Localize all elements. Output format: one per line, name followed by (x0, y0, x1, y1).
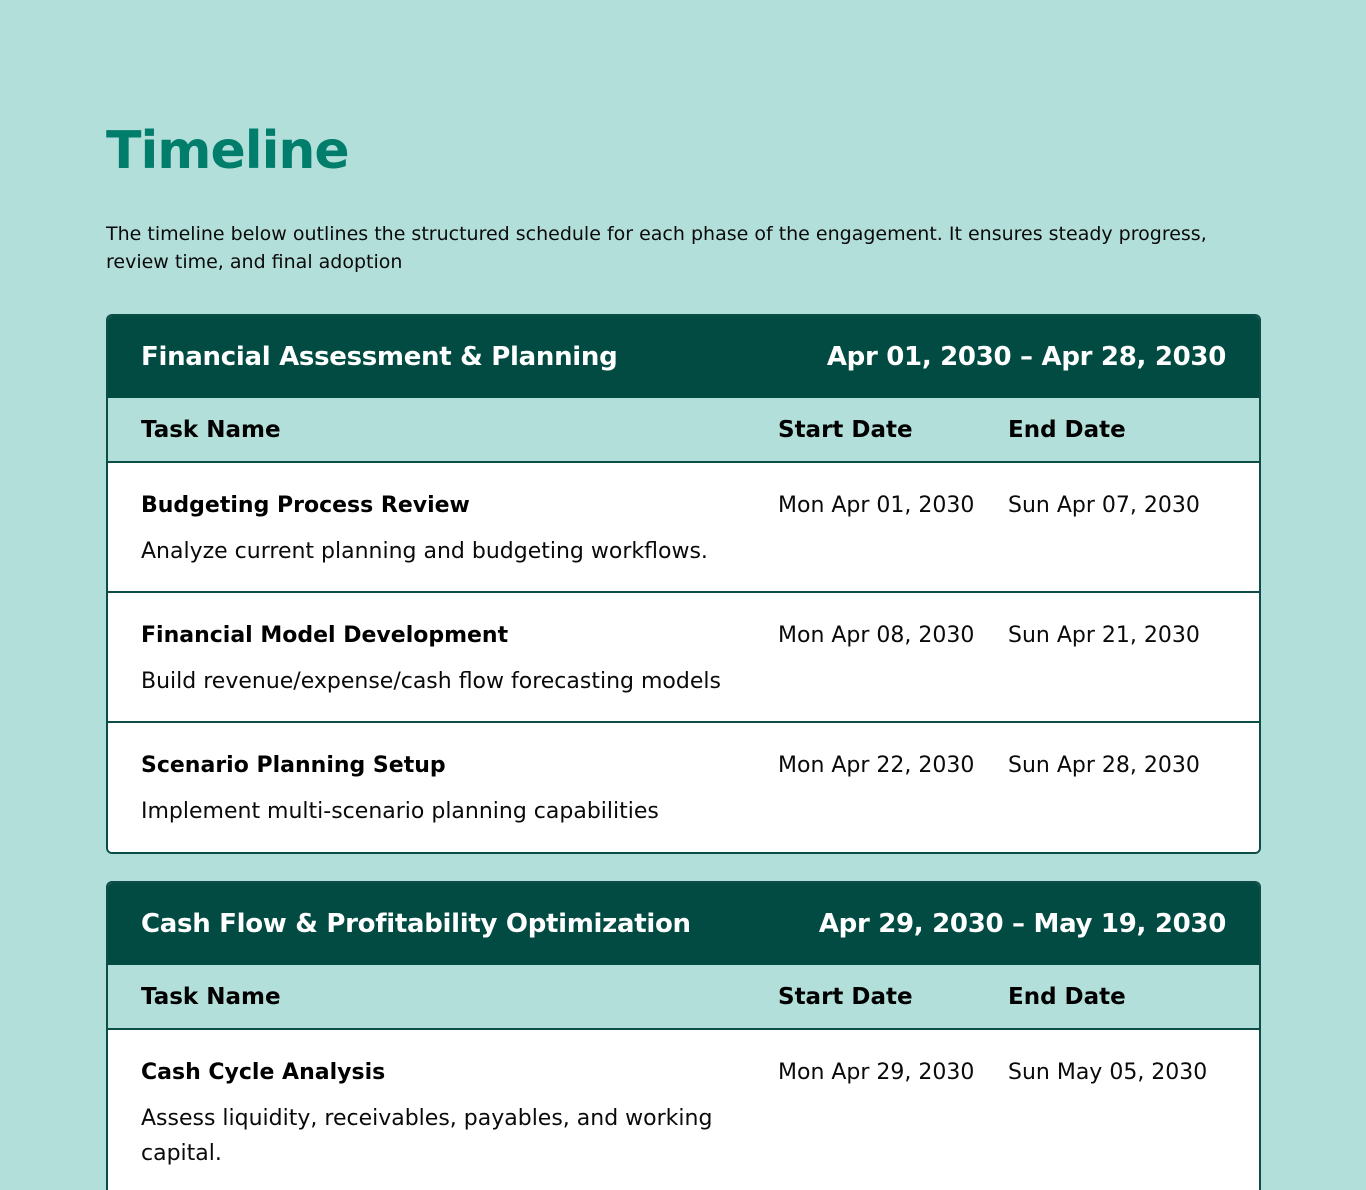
column-header-end: End Date (1008, 416, 1126, 443)
task-end-date: Sun Apr 28, 2030 (1008, 753, 1200, 778)
phase-card-financial-assessment (106, 314, 1261, 854)
phase-header (108, 883, 1259, 965)
task-description: Analyze current planning and budgeting workflows. (141, 539, 708, 564)
column-header-start: Start Date (778, 983, 913, 1010)
table-header (108, 965, 1259, 1030)
task-start-date: Mon Apr 29, 2030 (778, 1060, 975, 1085)
task-description: Build revenue/expense/cash flow forecasting models (141, 669, 721, 694)
task-cell (108, 1058, 778, 1171)
task-end-date: Sun Apr 21, 2030 (1008, 623, 1200, 648)
task-cell (108, 621, 778, 699)
task-cell (108, 491, 778, 569)
task-name: Scenario Planning Setup (141, 753, 446, 778)
table-header (108, 398, 1259, 463)
task-cell (108, 751, 778, 829)
intro-paragraph: The timeline below outlines the structured schedule for each phase of the engagement. It ensures steady progress, review time, and final adoption (106, 223, 1207, 273)
task-end-date: Sun May 05, 2030 (1008, 1060, 1208, 1085)
column-header-end: End Date (1008, 983, 1126, 1010)
task-name: Cash Cycle Analysis (141, 1060, 386, 1085)
table-row (108, 593, 1259, 723)
table-row (108, 1030, 1259, 1190)
phase-header (108, 316, 1259, 398)
task-name: Budgeting Process Review (141, 493, 470, 518)
task-end-date: Sun Apr 07, 2030 (1008, 493, 1200, 518)
phase-date-range: Apr 29, 2030 – May 19, 2030 (818, 909, 1226, 939)
task-description: Implement multi-scenario planning capabilities (141, 799, 659, 824)
column-header-task: Task Name (141, 983, 281, 1010)
phase-title: Cash Flow & Profitability Optimization (141, 909, 691, 939)
phase-card-cash-flow (106, 881, 1261, 1190)
table-row (108, 463, 1259, 593)
table-row (108, 723, 1259, 852)
phase-title: Financial Assessment & Planning (141, 342, 618, 372)
column-header-start: Start Date (778, 416, 913, 443)
task-start-date: Mon Apr 08, 2030 (778, 623, 975, 648)
phase-date-range: Apr 01, 2030 – Apr 28, 2030 (826, 342, 1226, 372)
task-name: Financial Model Development (141, 623, 509, 648)
task-description: Assess liquidity, receivables, payables, and working capital. (141, 1106, 713, 1166)
task-start-date: Mon Apr 22, 2030 (778, 753, 975, 778)
page-title: Timeline (106, 121, 349, 181)
task-start-date: Mon Apr 01, 2030 (778, 493, 975, 518)
column-header-task: Task Name (141, 416, 281, 443)
